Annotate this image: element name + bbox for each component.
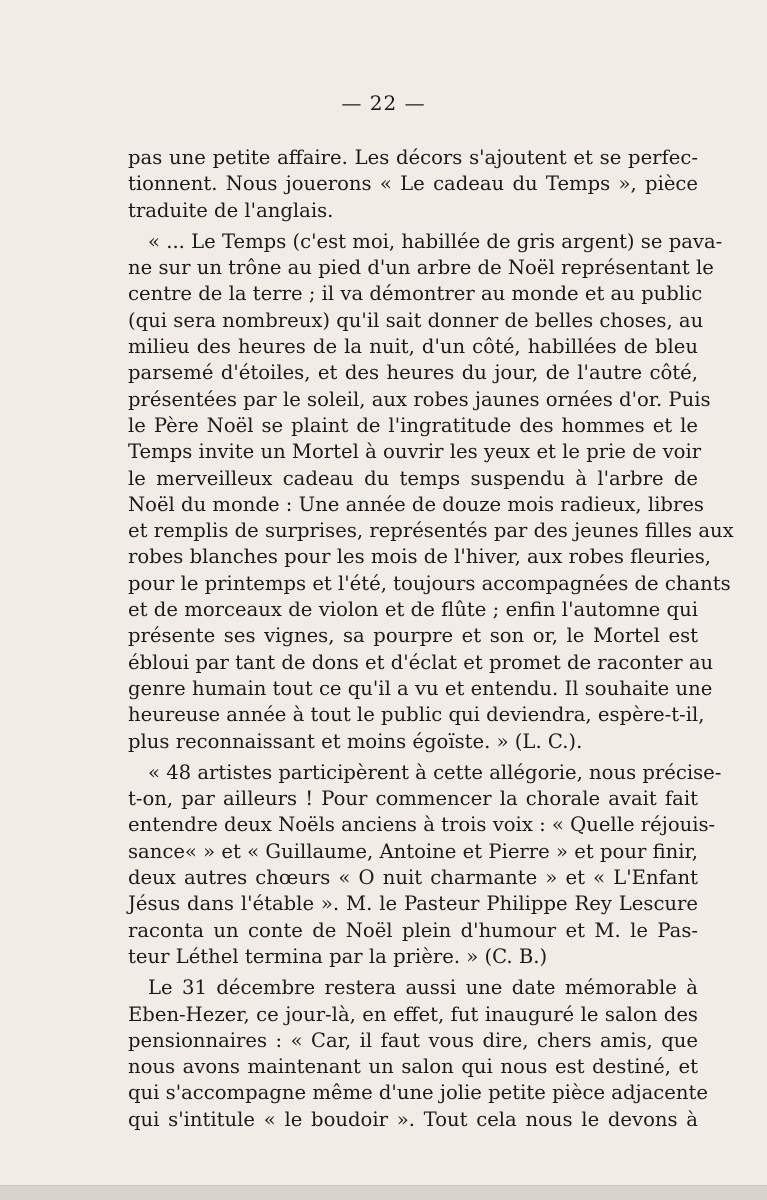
text-line: le merveilleux cadeau du temps suspendu à l'arbre de (128, 466, 698, 490)
text-line: Le 31 décembre restera aussi une date mémorable à (148, 976, 698, 1000)
text-line: pas une petite affaire. Les décors s'ajoutent et se perfec- (128, 146, 698, 169)
text-line: présentées par le soleil, aux robes jaunes ornées d'or. Puis (128, 387, 711, 411)
text-line: deux autres chœurs « O nuit charmante » et « L'Enfant (128, 866, 698, 890)
paragraph-2 (128, 229, 734, 755)
text-line: parsemé d'étoiles, et des heures du jour, de l'autre côté, (128, 361, 698, 385)
text-line: ébloui par tant de dons et d'éclat et promet de raconter au (128, 650, 714, 674)
text-line: Jésus dans l'étable ». M. le Pasteur Philippe Rey Lescure (128, 892, 698, 916)
text-line: milieu des heures de la nuit, d'un côté, habillées de bleu (128, 335, 698, 359)
paragraph-1 (128, 145, 698, 224)
page-bottom-edge (0, 1185, 767, 1200)
text-line: traduite de l'anglais. (128, 198, 334, 222)
paragraph-4 (128, 975, 708, 1133)
text-line: et de morceaux de violon et de flûte ; enfin l'automne qui (128, 598, 698, 622)
text-line: présente ses vignes, sa pourpre et son or, le Mortel est (128, 624, 698, 648)
text-line: Noël du monde : Une année de douze mois radieux, libres (128, 492, 704, 516)
text-line: pour le printemps et l'été, toujours accompagnées de chants (128, 571, 731, 595)
text-line: robes blanches pour les mois de l'hiver, aux robes fleuries, (128, 545, 711, 569)
text-line: entendre deux Noëls anciens à trois voix : « Quelle réjouis- (128, 813, 716, 837)
paragraph-3 (128, 760, 722, 970)
text-line: tionnent. Nous jouerons « Le cadeau du Temps », pièce (128, 172, 698, 196)
text-line: raconta un conte de Noël plein d'humour et M. le Pas- (128, 918, 698, 942)
text-line: Temps invite un Mortel à ouvrir les yeux et le prie de voir (128, 440, 702, 464)
text-line: qui s'accompagne même d'une jolie petite pièce adjacente (128, 1081, 708, 1105)
text-line: pensionnaires : « Car, il faut vous dire, chers amis, que (128, 1028, 698, 1052)
text-line: et remplis de surprises, représentés par des jeunes filles aux (128, 519, 734, 543)
text-line: genre humain tout ce qu'il a vu et entendu. Il souhaite une (128, 676, 713, 700)
text-line: (qui sera nombreux) qu'il sait donner de belles choses, au (128, 308, 704, 332)
text-line: t-on, par ailleurs ! Pour commencer la chorale avait fait (128, 787, 698, 811)
text-line: sance« » et « Guillaume, Antoine et Pierre » et pour finir, (128, 839, 698, 863)
text-line: ne sur un trône au pied d'un arbre de Noël représentant le (128, 256, 714, 280)
text-line: le Père Noël se plaint de l'ingratitude des hommes et le (128, 413, 698, 437)
text-line: Eben-Hezer, ce jour-là, en effet, fut inauguré le salon des (128, 1002, 698, 1026)
page-number: — 22 — (341, 91, 426, 115)
text-line: centre de la terre ; il va démontrer au monde et au public (128, 282, 703, 306)
text-line: nous avons maintenant un salon qui nous est destiné, et (128, 1055, 698, 1079)
body-text (128, 145, 734, 1138)
text-line: teur Léthel termina par la prière. » (C. B.) (128, 944, 548, 968)
text-line: « 48 artistes participèrent à cette allégorie, nous précise- (148, 760, 722, 784)
text-line: heureuse année à tout le public qui deviendra, espère-t-il, (128, 703, 705, 727)
text-line: plus reconnaissant et moins égoïste. » (L. C.). (128, 729, 583, 753)
text-line: « ... Le Temps (c'est moi, habillée de gris argent) se pava- (148, 229, 723, 253)
text-line: qui s'intitule « le boudoir ». Tout cela nous le devons à (128, 1107, 698, 1131)
